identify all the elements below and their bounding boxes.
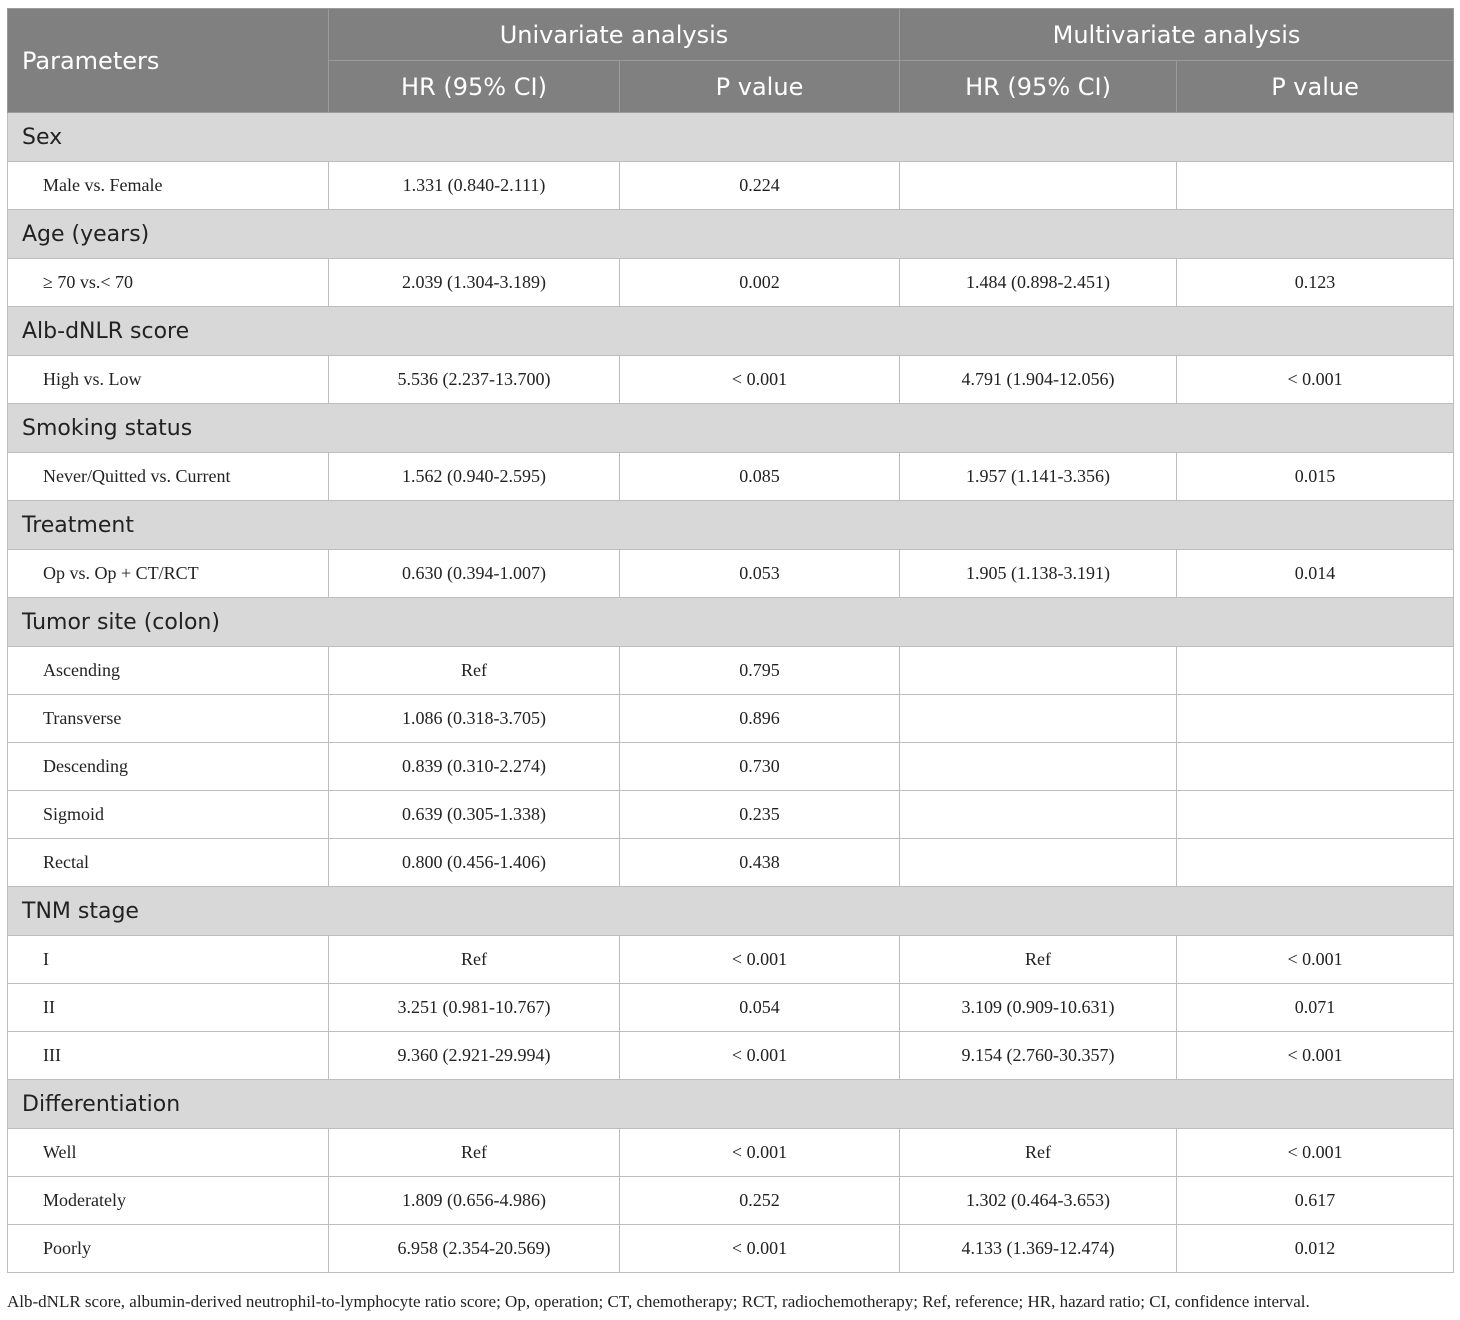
multivariate-hr-cell: 1.905 (1.138-3.191) [900, 550, 1177, 598]
table-row [8, 1129, 1454, 1177]
univariate-hr-cell: 5.536 (2.237-13.700) [329, 356, 620, 404]
parameters-header: Parameters [8, 9, 329, 113]
multivariate-hr-cell: 4.133 (1.369-12.474) [900, 1225, 1177, 1273]
table-row [8, 1225, 1454, 1273]
multivariate-p-cell: 0.014 [1177, 550, 1454, 598]
multivariate-hr-cell: 1.957 (1.141-3.356) [900, 453, 1177, 501]
row-label: Well [8, 1129, 329, 1177]
row-label: Male vs. Female [8, 162, 329, 210]
multivariate-hr-cell: 3.109 (0.909-10.631) [900, 984, 1177, 1032]
section-row [8, 1080, 1454, 1129]
multivariate-p-cell: 0.071 [1177, 984, 1454, 1032]
univariate-p-cell: 0.054 [620, 984, 900, 1032]
univariate-hr-cell: 1.809 (0.656-4.986) [329, 1177, 620, 1225]
row-label: II [8, 984, 329, 1032]
univariate-hr-cell: 6.958 (2.354-20.569) [329, 1225, 620, 1273]
section-row [8, 598, 1454, 647]
multivariate-hr-cell [900, 162, 1177, 210]
multivariate-hr-cell: 1.484 (0.898-2.451) [900, 259, 1177, 307]
table-container [7, 8, 1453, 1273]
row-label: III [8, 1032, 329, 1080]
univariate-hr-cell: Ref [329, 1129, 620, 1177]
table-footnote: Alb-dNLR score, albumin-derived neutrophil-to-lymphocyte ratio score; Op, operation; CT, chemotherapy; RCT, radiochemotherapy; Ref, reference; HR, hazard ratio; CI, confidence interval. [7, 1292, 1310, 1311]
section-title: Alb-dNLR score [8, 307, 1454, 356]
multivariate-p-cell [1177, 647, 1454, 695]
univariate-p-cell: 0.730 [620, 743, 900, 791]
multi-p-header: P value [1177, 61, 1454, 113]
multi-hr-header: HR (95% CI) [900, 61, 1177, 113]
multivariate-p-cell [1177, 162, 1454, 210]
multivariate-p-cell: < 0.001 [1177, 936, 1454, 984]
table-row [8, 743, 1454, 791]
table-row [8, 984, 1454, 1032]
table-row [8, 839, 1454, 887]
section-title: Age (years) [8, 210, 1454, 259]
univariate-p-cell: < 0.001 [620, 1225, 900, 1273]
section-row [8, 210, 1454, 259]
multivariate-hr-cell: Ref [900, 1129, 1177, 1177]
univariate-p-cell: 0.795 [620, 647, 900, 695]
multivariate-p-cell: 0.015 [1177, 453, 1454, 501]
multivariate-p-cell: 0.123 [1177, 259, 1454, 307]
multivariate-hr-cell: 9.154 (2.760-30.357) [900, 1032, 1177, 1080]
multivariate-p-cell [1177, 695, 1454, 743]
section-title: Differentiation [8, 1080, 1454, 1129]
multivariate-p-cell: < 0.001 [1177, 356, 1454, 404]
row-label: Ascending [8, 647, 329, 695]
hazard-ratio-table [7, 8, 1454, 1273]
univariate-p-cell: 0.224 [620, 162, 900, 210]
row-label: High vs. Low [8, 356, 329, 404]
multivariate-hr-cell [900, 791, 1177, 839]
multivariate-p-cell: 0.617 [1177, 1177, 1454, 1225]
univariate-hr-cell: 2.039 (1.304-3.189) [329, 259, 620, 307]
multivariate-p-cell [1177, 791, 1454, 839]
univariate-p-cell: < 0.001 [620, 356, 900, 404]
table-header [8, 9, 1454, 113]
univariate-p-cell: 0.053 [620, 550, 900, 598]
univariate-hr-cell: 0.630 (0.394-1.007) [329, 550, 620, 598]
univariate-p-cell: 0.085 [620, 453, 900, 501]
table-row [8, 550, 1454, 598]
univariate-p-cell: 0.896 [620, 695, 900, 743]
section-row [8, 404, 1454, 453]
section-title: Sex [8, 113, 1454, 162]
row-label: Poorly [8, 1225, 329, 1273]
table-row [8, 356, 1454, 404]
section-title: Smoking status [8, 404, 1454, 453]
section-row [8, 501, 1454, 550]
table-row [8, 453, 1454, 501]
univariate-p-cell: < 0.001 [620, 936, 900, 984]
row-label: Transverse [8, 695, 329, 743]
uni-p-header: P value [620, 61, 900, 113]
multivariate-hr-cell: 4.791 (1.904-12.056) [900, 356, 1177, 404]
multivariate-p-cell: < 0.001 [1177, 1129, 1454, 1177]
row-label: Rectal [8, 839, 329, 887]
multivariate-p-cell: < 0.001 [1177, 1032, 1454, 1080]
table-row [8, 1177, 1454, 1225]
univariate-hr-cell: 0.639 (0.305-1.338) [329, 791, 620, 839]
row-label: Moderately [8, 1177, 329, 1225]
multivariate-hr-cell: Ref [900, 936, 1177, 984]
section-row [8, 887, 1454, 936]
table-row [8, 162, 1454, 210]
multivariate-hr-cell: 1.302 (0.464-3.653) [900, 1177, 1177, 1225]
row-label: Sigmoid [8, 791, 329, 839]
table-row [8, 791, 1454, 839]
univariate-hr-cell: 1.562 (0.940-2.595) [329, 453, 620, 501]
univariate-p-cell: < 0.001 [620, 1129, 900, 1177]
univariate-hr-cell: Ref [329, 647, 620, 695]
univariate-hr-cell: 3.251 (0.981-10.767) [329, 984, 620, 1032]
multivariate-hr-cell [900, 839, 1177, 887]
section-title: Tumor site (colon) [8, 598, 1454, 647]
row-label: I [8, 936, 329, 984]
multivariate-hr-cell [900, 647, 1177, 695]
row-label: Descending [8, 743, 329, 791]
row-label: ≥ 70 vs.< 70 [8, 259, 329, 307]
multivariate-hr-cell [900, 695, 1177, 743]
section-title: TNM stage [8, 887, 1454, 936]
table-row [8, 936, 1454, 984]
univariate-hr-cell: 1.086 (0.318-3.705) [329, 695, 620, 743]
univariate-hr-cell: 0.839 (0.310-2.274) [329, 743, 620, 791]
univariate-p-cell: 0.438 [620, 839, 900, 887]
table-row [8, 695, 1454, 743]
multivariate-p-cell: 0.012 [1177, 1225, 1454, 1273]
table-row [8, 647, 1454, 695]
multivariate-p-cell [1177, 839, 1454, 887]
univariate-hr-cell: 9.360 (2.921-29.994) [329, 1032, 620, 1080]
univariate-header: Univariate analysis [329, 9, 900, 61]
univariate-hr-cell: Ref [329, 936, 620, 984]
table-row [8, 259, 1454, 307]
univariate-p-cell: < 0.001 [620, 1032, 900, 1080]
section-row [8, 307, 1454, 356]
univariate-p-cell: 0.002 [620, 259, 900, 307]
univariate-hr-cell: 0.800 (0.456-1.406) [329, 839, 620, 887]
univariate-p-cell: 0.252 [620, 1177, 900, 1225]
multivariate-p-cell [1177, 743, 1454, 791]
row-label: Op vs. Op + CT/RCT [8, 550, 329, 598]
multivariate-header: Multivariate analysis [900, 9, 1454, 61]
univariate-p-cell: 0.235 [620, 791, 900, 839]
row-label: Never/Quitted vs. Current [8, 453, 329, 501]
uni-hr-header: HR (95% CI) [329, 61, 620, 113]
table-row [8, 1032, 1454, 1080]
table-body [8, 113, 1454, 1273]
section-row [8, 113, 1454, 162]
multivariate-hr-cell [900, 743, 1177, 791]
section-title: Treatment [8, 501, 1454, 550]
univariate-hr-cell: 1.331 (0.840-2.111) [329, 162, 620, 210]
